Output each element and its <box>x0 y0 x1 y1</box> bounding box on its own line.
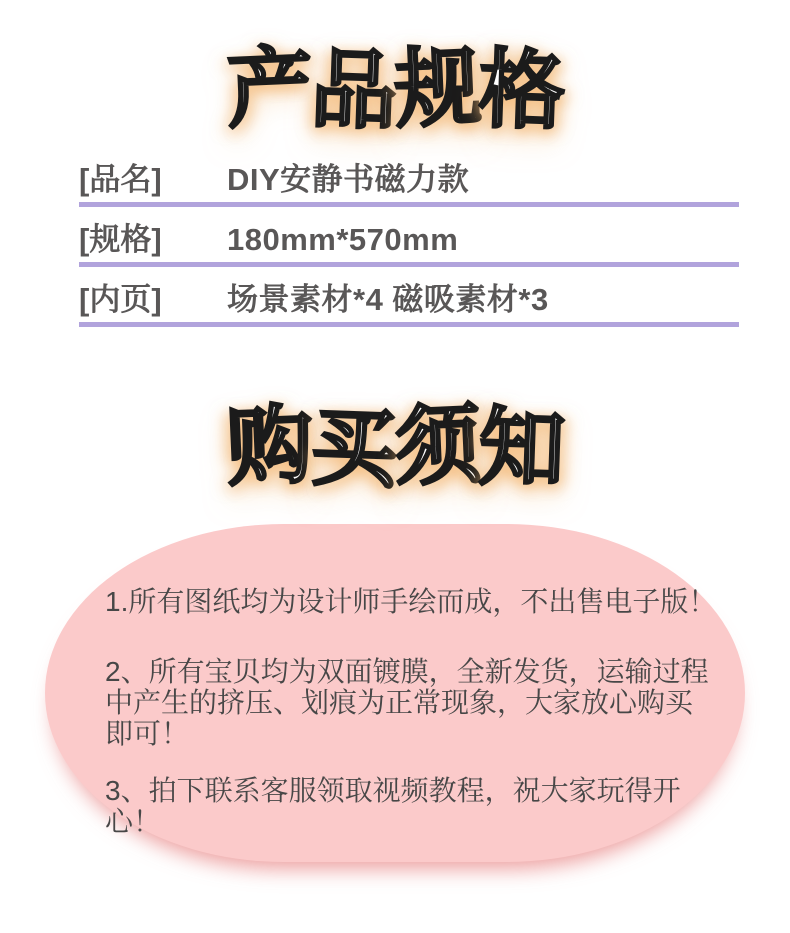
notice-item-2: 2、所有宝贝均为双面镀膜，全新发货，运输过程中产生的挤压、划痕为正常现象，大家放心购买即可！ <box>105 655 709 749</box>
spec-row-pages <box>79 282 739 327</box>
spec-value-name: DIY安静书磁力款 <box>227 162 470 198</box>
spec-label-size: [规格] <box>79 222 162 258</box>
spec-value-pages: 场景素材*4 磁吸素材*3 <box>227 282 549 318</box>
section-title-product-specs: 产品规格 <box>224 39 565 141</box>
spec-label-name: [品名] <box>79 162 162 198</box>
notice-item-1: 1.所有图纸均为设计师手绘而成，不出售电子版！ <box>105 585 717 617</box>
notice-item-3: 3、拍下联系客服领取视频教程，祝大家玩得开心！ <box>105 774 681 837</box>
spec-label-pages: [内页] <box>79 282 162 318</box>
spec-row-size <box>79 222 739 267</box>
spec-table <box>79 162 739 327</box>
section-title-purchase-notice: 购买须知 <box>224 397 565 499</box>
purchase-notice-card <box>45 524 745 862</box>
spec-value-size: 180mm*570mm <box>227 222 459 258</box>
spec-row-name <box>79 162 739 207</box>
